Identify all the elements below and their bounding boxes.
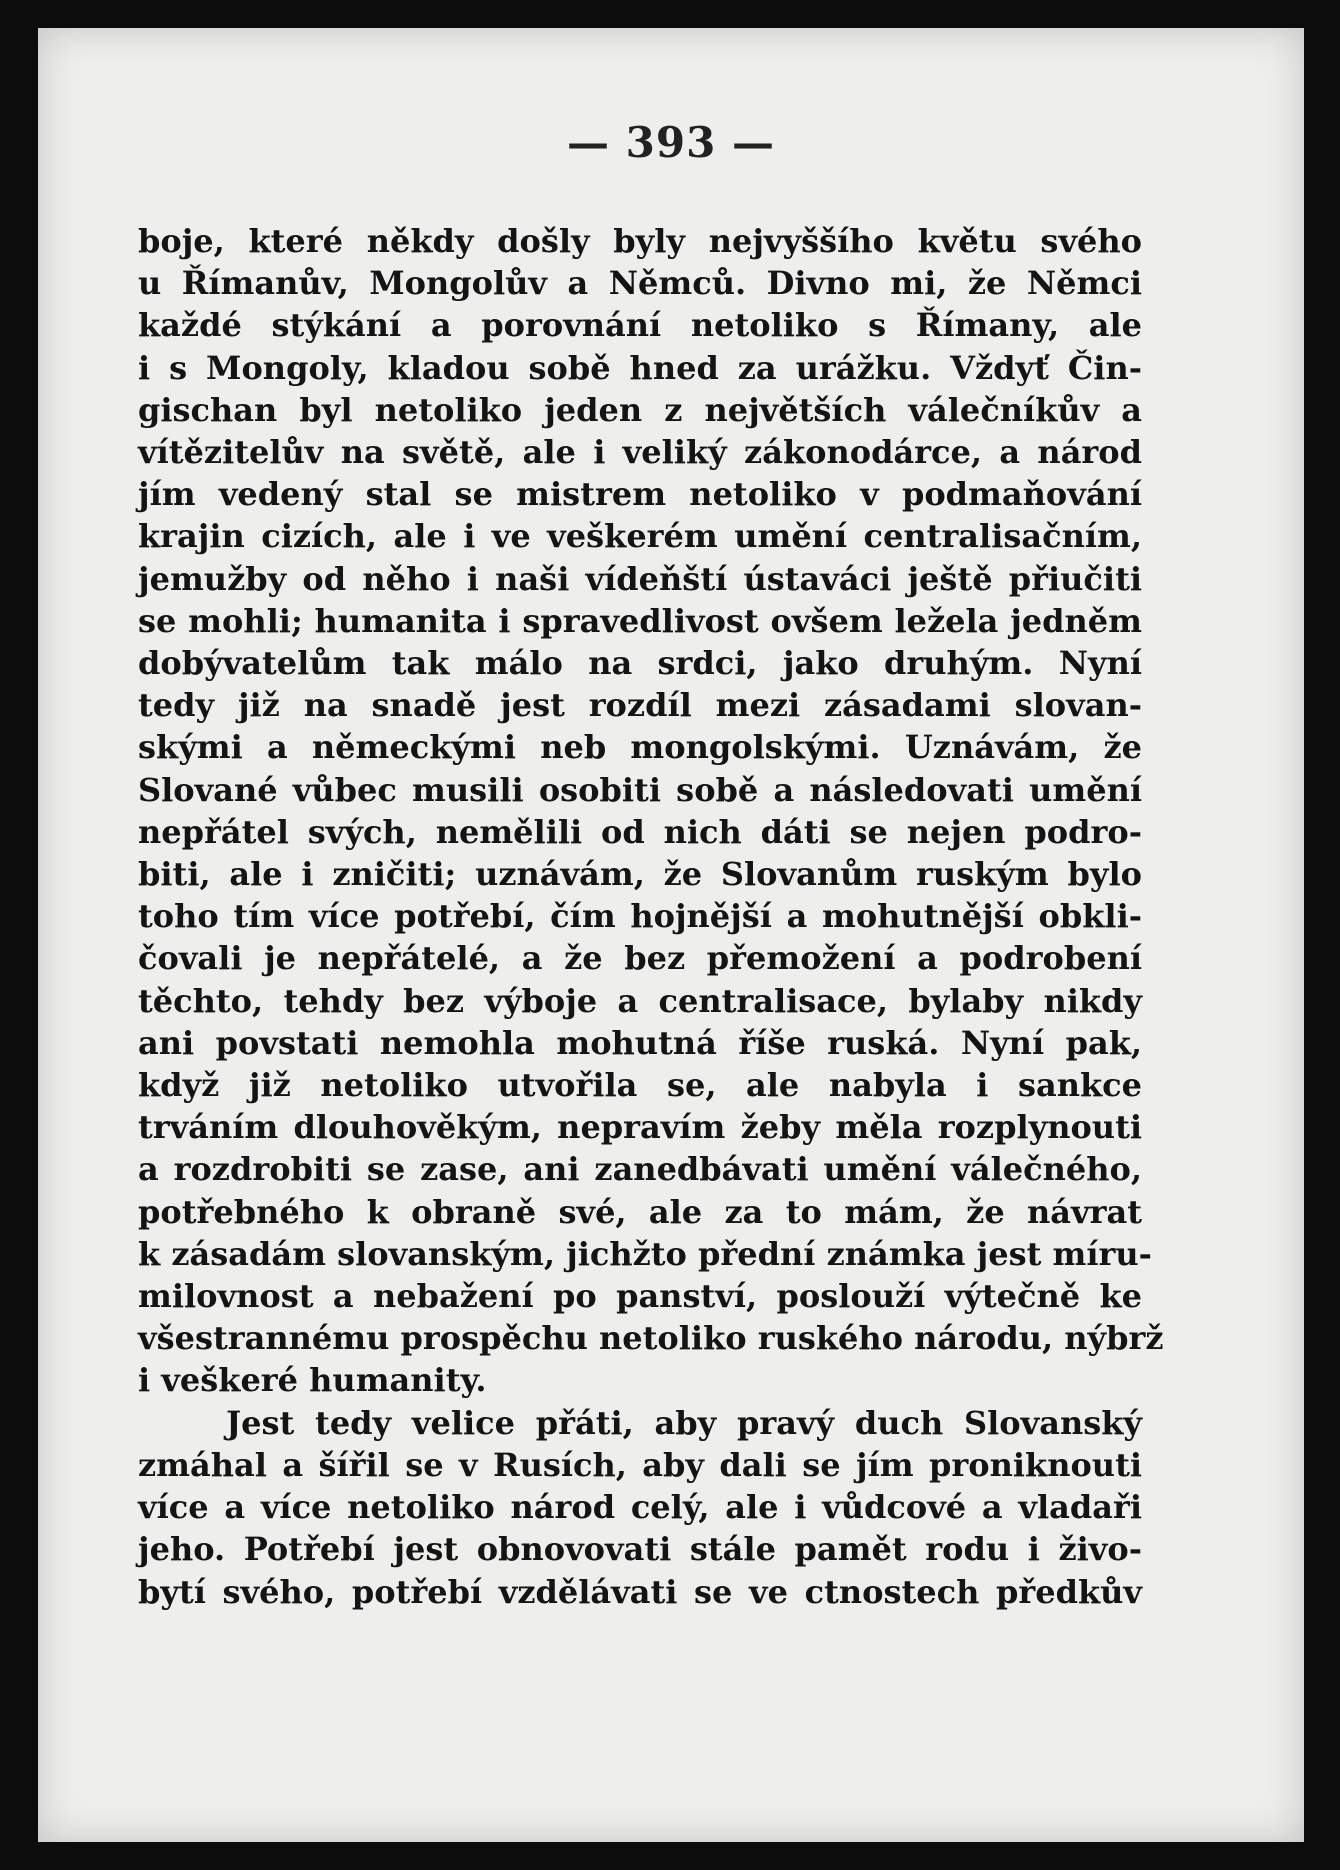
text-line: vítězitelův na světě, ale i veliký zákonodárce, a národ (138, 433, 1142, 472)
text-line: krajin cizích, ale i ve veškerém umění centralisačním, (138, 517, 1142, 556)
text-line: i veškeré humanity. (138, 1361, 487, 1400)
text-line: a rozdrobiti se zase, ani zanedbávati umění válečného, (138, 1150, 1142, 1189)
book-page (38, 28, 1304, 1842)
text-line: milovnost a nebažení po panství, poslouží výtečně ke (138, 1277, 1142, 1316)
page-number: — 393 — (567, 118, 775, 167)
text-line: nepřátel svých, nemělili od nich dáti se nejen podro- (138, 812, 1142, 851)
text-line: Jest tedy velice přáti, aby pravý duch Slovanský (226, 1403, 1142, 1442)
text-line: bytí svého, potřebí vzdělávati se ve ctnostech předkův (138, 1572, 1142, 1611)
text-line: čovali je nepřátelé, a že bez přemožení a podrobení (138, 939, 1142, 978)
text-line: i s Mongoly, kladou sobě hned za urážku. Vždyť Čin- (138, 348, 1142, 387)
text-line: ani povstati nemohla mohutná říše ruská. Nyní pak, (138, 1023, 1142, 1062)
text-line: každé stýkání a porovnání netoliko s Římany, ale (138, 306, 1142, 345)
text-line: jemužby od něho i naši vídeňští ústaváci ještě přiučiti (138, 559, 1142, 598)
text-line: toho tím více potřebí, čím hojnější a mohutnější obkli- (138, 897, 1142, 936)
text-line: zmáhal a šířil se v Rusích, aby dali se jím proniknouti (138, 1445, 1142, 1484)
text-line: k zásadám slovanským, jichžto přední známka jest míru- (138, 1234, 1152, 1273)
text-line: biti, ale i zničiti; uznávám, že Slovanům ruským bylo (138, 855, 1142, 894)
text-line: skými a německými neb mongolskými. Uznávám, že (138, 728, 1142, 767)
text-line: všestrannému prospěchu netoliko ruského národu, nýbrž (138, 1319, 1164, 1358)
text-line: boje, které někdy došly byly nejvyššího květu svého (138, 222, 1142, 260)
text-line: gischan byl netoliko jeden z největších válečníkův a (138, 390, 1142, 429)
text-line: potřebného k obraně své, ale za to mám, že návrat (138, 1192, 1142, 1231)
text-line: Slované vůbec musili osobiti sobě a následovati umění (138, 770, 1142, 809)
text-line: dobývatelům tak málo na srdci, jako druhým. Nyní (138, 644, 1142, 683)
text-line: trváním dlouhověkým, nepravím žeby měla rozplynouti (138, 1108, 1142, 1147)
text-line: jím vedený stal se mistrem netoliko v podmaňování (138, 475, 1142, 514)
text-line: se mohli; humanita i spravedlivost ovšem ležela jedněm (138, 601, 1142, 640)
text-line: tedy již na snadě jest rozdíl mezi zásadami slovan- (138, 686, 1142, 725)
text-line: více a více netoliko národ celý, ale i vůdcové a vladaři (138, 1488, 1142, 1527)
text-line: když již netoliko utvořila se, ale nabyla i sankce (138, 1066, 1142, 1105)
text-line: u Římanův, Mongolův a Němců. Divno mi, že Němci (138, 264, 1142, 303)
text-line: těchto, tehdy bez výboje a centralisace, bylaby nikdy (138, 981, 1142, 1020)
text-line: jeho. Potřebí jest obnovovati stále pamět rodu i živo- (138, 1530, 1142, 1569)
body-text (138, 220, 1164, 1613)
